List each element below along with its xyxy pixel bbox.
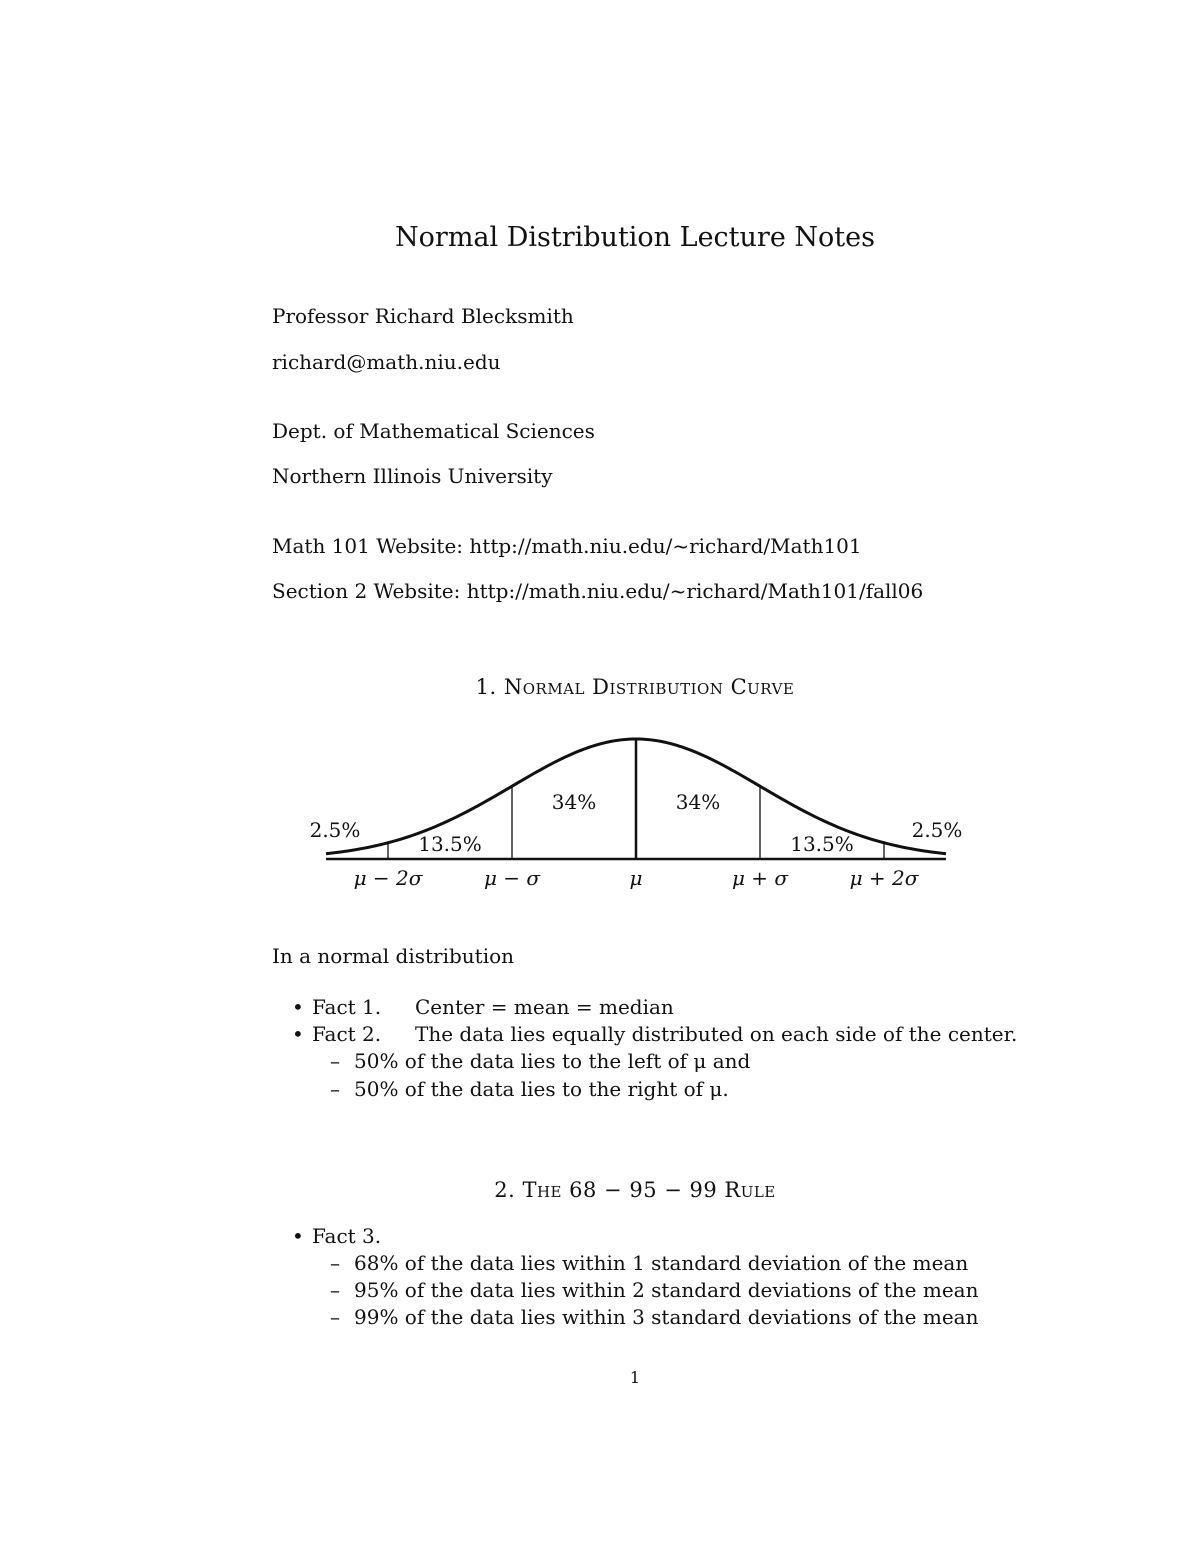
list-item-text: 50% of the data lies to the right of μ. bbox=[354, 1077, 729, 1101]
author-email[interactable]: richard@math.niu.edu bbox=[272, 350, 501, 374]
page-title: Normal Distribution Lecture Notes bbox=[395, 222, 875, 253]
region-percent-label: 34% bbox=[675, 790, 721, 814]
fact-3 bbox=[292, 1224, 381, 1248]
author-dept: Dept. of Mathematical Sciences bbox=[272, 419, 595, 443]
author-university: Northern Illinois University bbox=[272, 464, 553, 488]
dash-icon: – bbox=[330, 1278, 340, 1302]
list-item bbox=[330, 1049, 750, 1073]
dash-icon: – bbox=[330, 1251, 340, 1275]
bullet-icon: • bbox=[292, 1022, 304, 1046]
page-number: 1 bbox=[629, 1368, 641, 1387]
fact-text: Center = mean = median bbox=[415, 995, 674, 1019]
section2-website[interactable]: Section 2 Website: http://math.niu.edu/~richard/Math101/fall06 bbox=[272, 579, 924, 603]
region-percent-label: 2.5% bbox=[309, 818, 361, 842]
dash-icon: – bbox=[330, 1049, 340, 1073]
region-percent-label: 2.5% bbox=[911, 818, 963, 842]
normal-curve-svg bbox=[300, 728, 980, 898]
list-item-text: 68% of the data lies within 1 standard deviation of the mean bbox=[354, 1251, 969, 1275]
list-item-text: 50% of the data lies to the left of μ and bbox=[354, 1049, 751, 1073]
list-item bbox=[330, 1077, 729, 1101]
axis-tick-label: μ − 2σ bbox=[353, 866, 423, 890]
fact-2 bbox=[292, 1022, 1017, 1046]
axis-tick-label: μ + 2σ bbox=[849, 866, 919, 890]
list-item-text: 95% of the data lies within 2 standard deviations of the mean bbox=[354, 1278, 979, 1302]
fact-text: The data lies equally distributed on each side of the center. bbox=[415, 1022, 1018, 1046]
region-percent-label: 13.5% bbox=[790, 832, 854, 856]
list-item bbox=[330, 1278, 978, 1302]
bullet-icon: • bbox=[292, 1224, 304, 1248]
author-name: Professor Richard Blecksmith bbox=[272, 304, 574, 328]
list-item bbox=[330, 1251, 968, 1275]
region-percent-label: 13.5% bbox=[418, 832, 482, 856]
fact-label: Fact 2. bbox=[312, 1022, 382, 1046]
fact-label: Fact 1. bbox=[312, 995, 382, 1019]
list-item bbox=[330, 1305, 978, 1329]
section1-intro: In a normal distribution bbox=[272, 944, 515, 968]
math101-website[interactable]: Math 101 Website: http://math.niu.edu/~richard/Math101 bbox=[272, 534, 862, 558]
axis-tick-label: μ + σ bbox=[731, 866, 789, 890]
section1-heading: 1. Normal Distribution Curve bbox=[475, 675, 795, 699]
fact-1 bbox=[292, 995, 674, 1019]
section2-heading: 2. The 68 − 95 − 99 Rule bbox=[494, 1178, 776, 1202]
region-percent-label: 34% bbox=[551, 790, 597, 814]
normal-curve-figure bbox=[300, 728, 980, 898]
dash-icon: – bbox=[330, 1077, 340, 1101]
axis-tick-label: μ bbox=[629, 866, 643, 890]
fact-label: Fact 3. bbox=[312, 1224, 382, 1248]
dash-icon: – bbox=[330, 1305, 340, 1329]
axis-tick-label: μ − σ bbox=[483, 866, 541, 890]
bullet-icon: • bbox=[292, 995, 304, 1019]
list-item-text: 99% of the data lies within 3 standard deviations of the mean bbox=[354, 1305, 979, 1329]
